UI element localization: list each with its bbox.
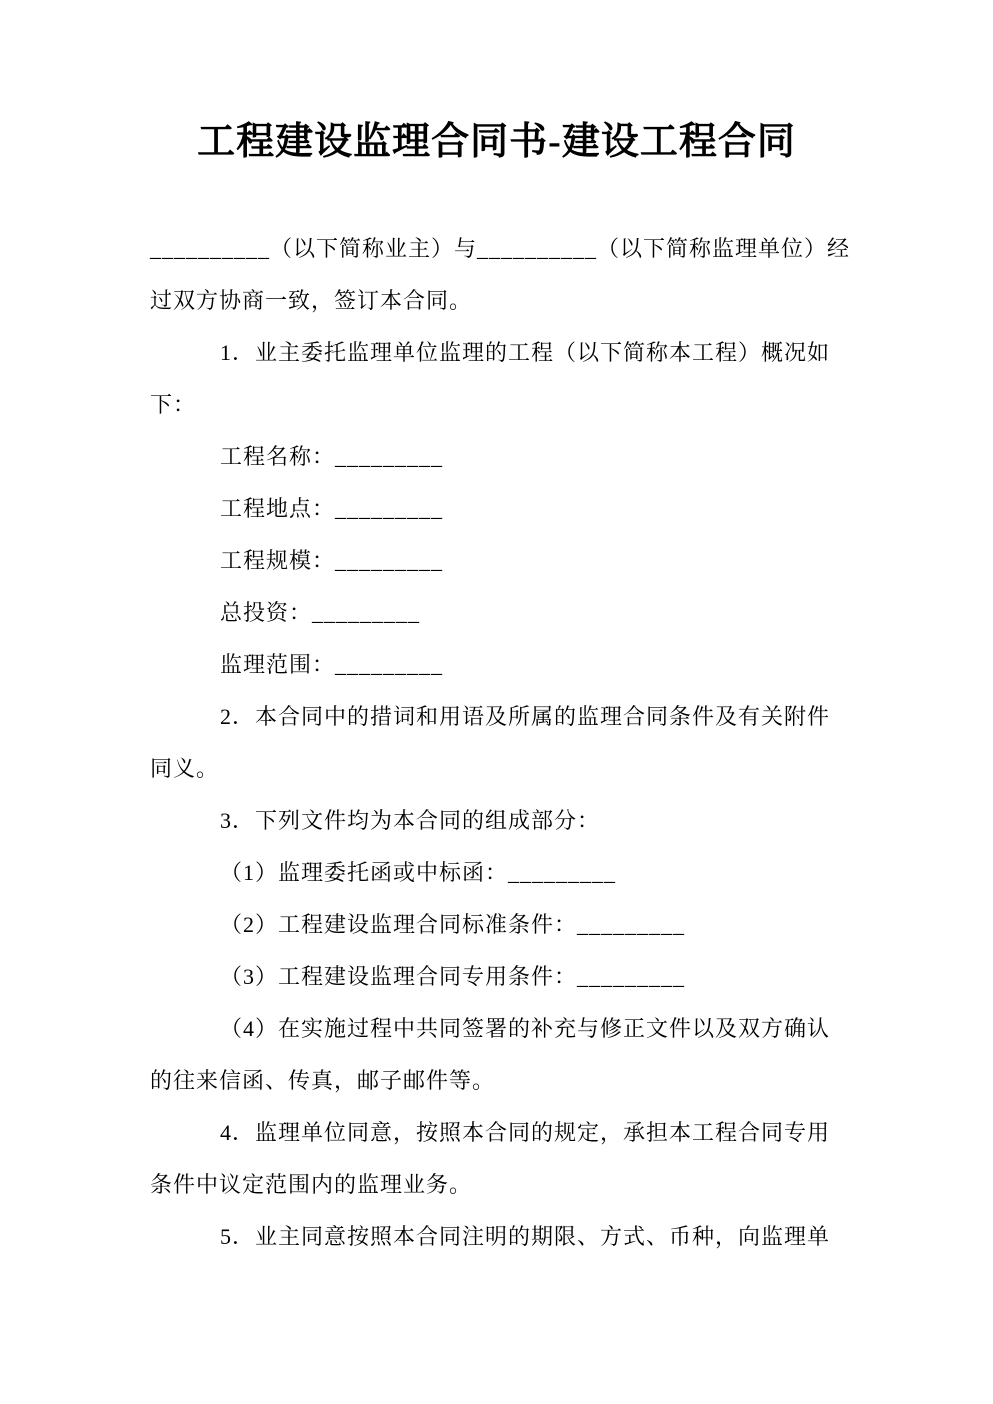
document-body: [150, 223, 893, 1263]
document-title: 工程建设监理合同书-建设工程合同: [197, 121, 796, 163]
clause-3-heading: 3．下列文件均为本合同的组成部分：: [220, 808, 601, 833]
field-project-location: 工程地点：_________: [220, 496, 444, 521]
clause-4-line-1: 4．监理单位同意，按照本合同的规定，承担本工程合同专用: [220, 1120, 831, 1145]
clause-3-item-1: （1）监理委托函或中标函：_________: [220, 860, 617, 885]
field-project-scale: 工程规模：_________: [220, 548, 444, 573]
clause-4-line-2: 条件中议定范围内的监理业务。: [150, 1172, 473, 1197]
field-supervision-scope: 监理范围：_________: [220, 652, 444, 677]
intro-line-1: __________（以下简称业主）与__________（以下简称监理单位）经: [150, 236, 851, 261]
clause-1-line-2: 下：: [150, 392, 197, 417]
clause-3-item-3: （3）工程建设监理合同专用条件：_________: [220, 964, 686, 989]
field-total-investment: 总投资：_________: [220, 600, 421, 625]
clause-3-item-2: （2）工程建设监理合同标准条件：_________: [220, 912, 686, 937]
intro-line-2: 过双方协商一致，签订本合同。: [150, 288, 473, 313]
clause-2-line-2: 同义。: [150, 756, 220, 781]
clause-1-line-1: 1．业主委托监理单位监理的工程（以下简称本工程）概况如: [220, 340, 831, 365]
clause-2-line-1: 2．本合同中的措词和用语及所属的监理合同条件及有关附件: [220, 704, 831, 729]
clause-5-line-1: 5．业主同意按照本合同注明的期限、方式、币种，向监理单: [220, 1224, 831, 1249]
clause-3-item-4-line-1: （4）在实施过程中共同签署的补充与修正文件以及双方确认: [220, 1016, 831, 1041]
clause-3-item-4-line-2: 的往来信函、传真，邮子邮件等。: [150, 1068, 496, 1093]
field-project-name: 工程名称：_________: [220, 444, 444, 469]
